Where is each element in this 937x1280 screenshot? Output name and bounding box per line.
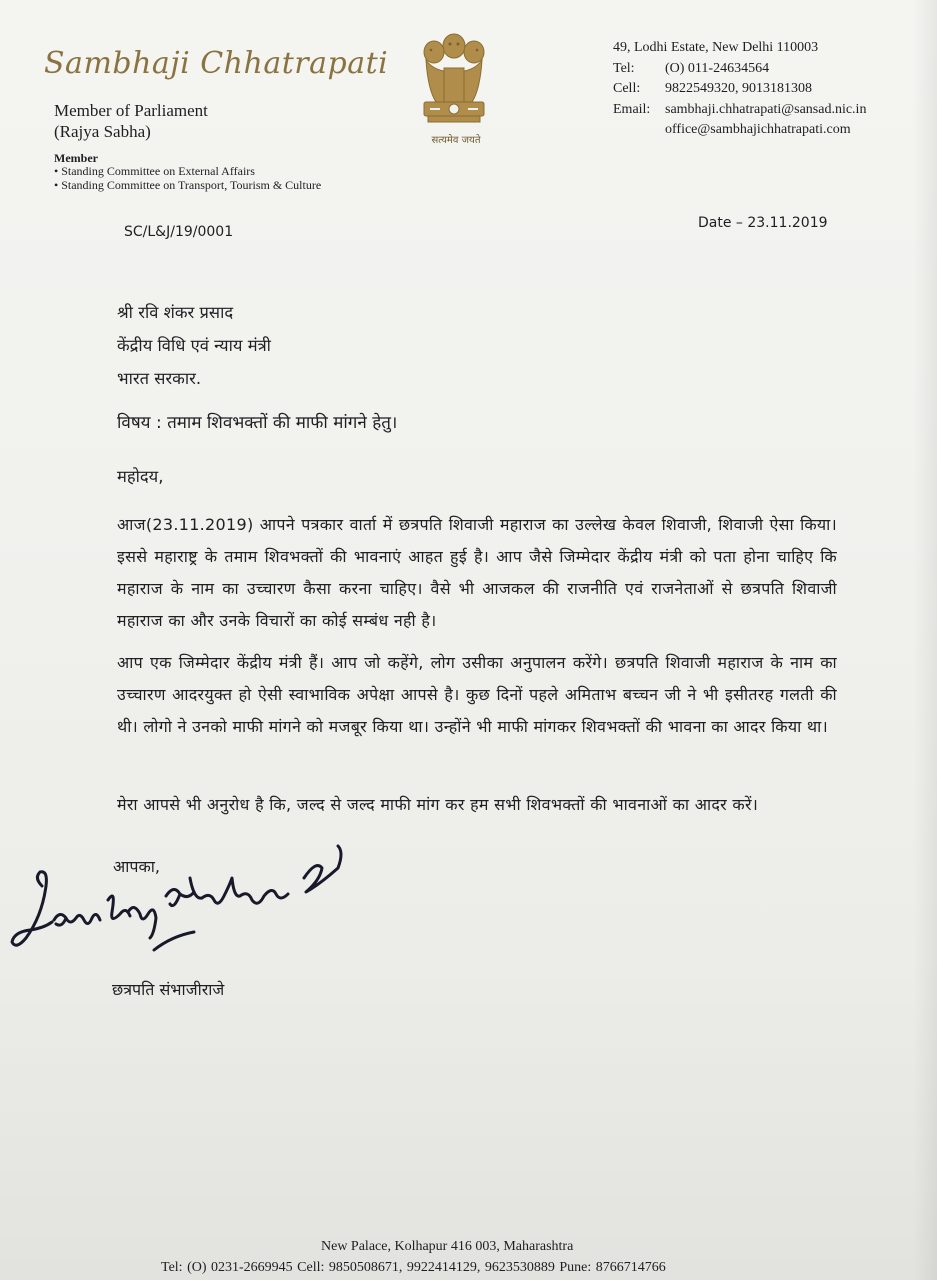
addressee-title: केंद्रीय विधि एवं न्याय मंत्री (117, 336, 271, 355)
email-value-secondary: office@sambhajichhatrapati.com (665, 122, 851, 137)
emblem-motto: सत्यमेव जयते (431, 135, 481, 146)
body-paragraph: आप एक जिम्मेदार केंद्रीय मंत्री हैं। आप जो कहेंगे, लोग उसीका अनुपालन करेंगे। छत्रपति शिवाजी महाराज के नाम का उच्चारण आदरयुक्त हो ऐसी स्वाभाविक अपेक्षा आपसे है। कुछ दिनों पहले अमिताभ बच्चन जी ने भी इसीतरह गलती की थी। लोगो ने उनको माफी मांगने को मजबूर किया था। उन्होंने भी माफी मांगकर शिवभक्तों की भावना का आदर किया था। (117, 653, 837, 736)
body-paragraph: मेरा आपसे भी अनुरोध है कि, जल्द से जल्द माफी मांग कर हम सभी शिवभक्तों की भावनाओं का आदर करें। (117, 795, 759, 814)
signer-name: छत्रपति संभाजीराजे (112, 980, 225, 999)
member-heading: Member (54, 151, 98, 165)
letterhead-name: Sambhaji Chhatrapati (44, 46, 389, 81)
salutation: महोदय, (117, 467, 164, 486)
designation-house: (Rajya Sabha) (54, 122, 151, 141)
email-label: Email: (613, 101, 651, 117)
contact-block (613, 38, 866, 141)
contact-email (613, 100, 866, 121)
email-value-primary: sambhaji.chhatrapati@sansad.nic.in (665, 101, 867, 117)
subject-line: विषय : तमाम शिवभक्तों की माफी मांगने हेतु। (117, 413, 398, 433)
addressee-block (117, 296, 271, 395)
contact-tel (613, 59, 866, 80)
tel-label: Tel: (613, 60, 635, 76)
addressee-organisation: भारत सरकार. (117, 369, 202, 388)
designation-title: Member of Parliament (54, 101, 208, 120)
closing-line: आपका, (113, 857, 160, 876)
body-paragraph: आज(23.11.2019) आपने पत्रकार वार्ता में छत्रपति शिवाजी महाराज का उल्लेख केवल शिवाजी, शिवाजी ऐसा किया। इससे महाराष्ट्र के तमाम शिवभक्तों की भावनाएं आहत हुई है। आप जैसे जिम्मेदार केंद्रीय मंत्री को पता होना चाहिए कि महाराज के नाम का उच्चारण कैसा करना चाहिए। वैसे भी आजकल की राजनीति एवं राजनेताओं से छत्रपति शिवाजी महाराज का और उनके विचारों का कोई सम्बंध नही है। (117, 515, 837, 630)
national-emblem-icon (414, 28, 494, 146)
tel-value: (O) 011-24634564 (665, 60, 770, 76)
contact-email-secondary (613, 120, 866, 141)
designation (54, 100, 208, 142)
committee-item: • Standing Committee on External Affairs (54, 164, 255, 178)
signature-icon (4, 838, 354, 958)
committee-list (54, 164, 321, 192)
footer-address: New Palace, Kolhapur 416 003, Maharashtra (321, 1239, 574, 1254)
letter-date: Date – 23.11.2019 (698, 215, 828, 231)
reference-number: SC/L&J/19/0001 (124, 224, 234, 240)
addressee-name: श्री रवि शंकर प्रसाद (117, 303, 234, 322)
contact-address: 49, Lodhi Estate, New Delhi 110003 (613, 40, 819, 55)
contact-cell (613, 79, 866, 100)
cell-value: 9822549320, 9013181308 (665, 81, 812, 96)
cell-label: Cell: (613, 81, 641, 96)
committee-item: • Standing Committee on Transport, Tourism & Culture (54, 178, 322, 192)
footer-phones: Tel: (O) 0231-2669945 Cell: 9850508671, 9922414129, 9623530889 Pune: 8766714766 (161, 1260, 666, 1275)
